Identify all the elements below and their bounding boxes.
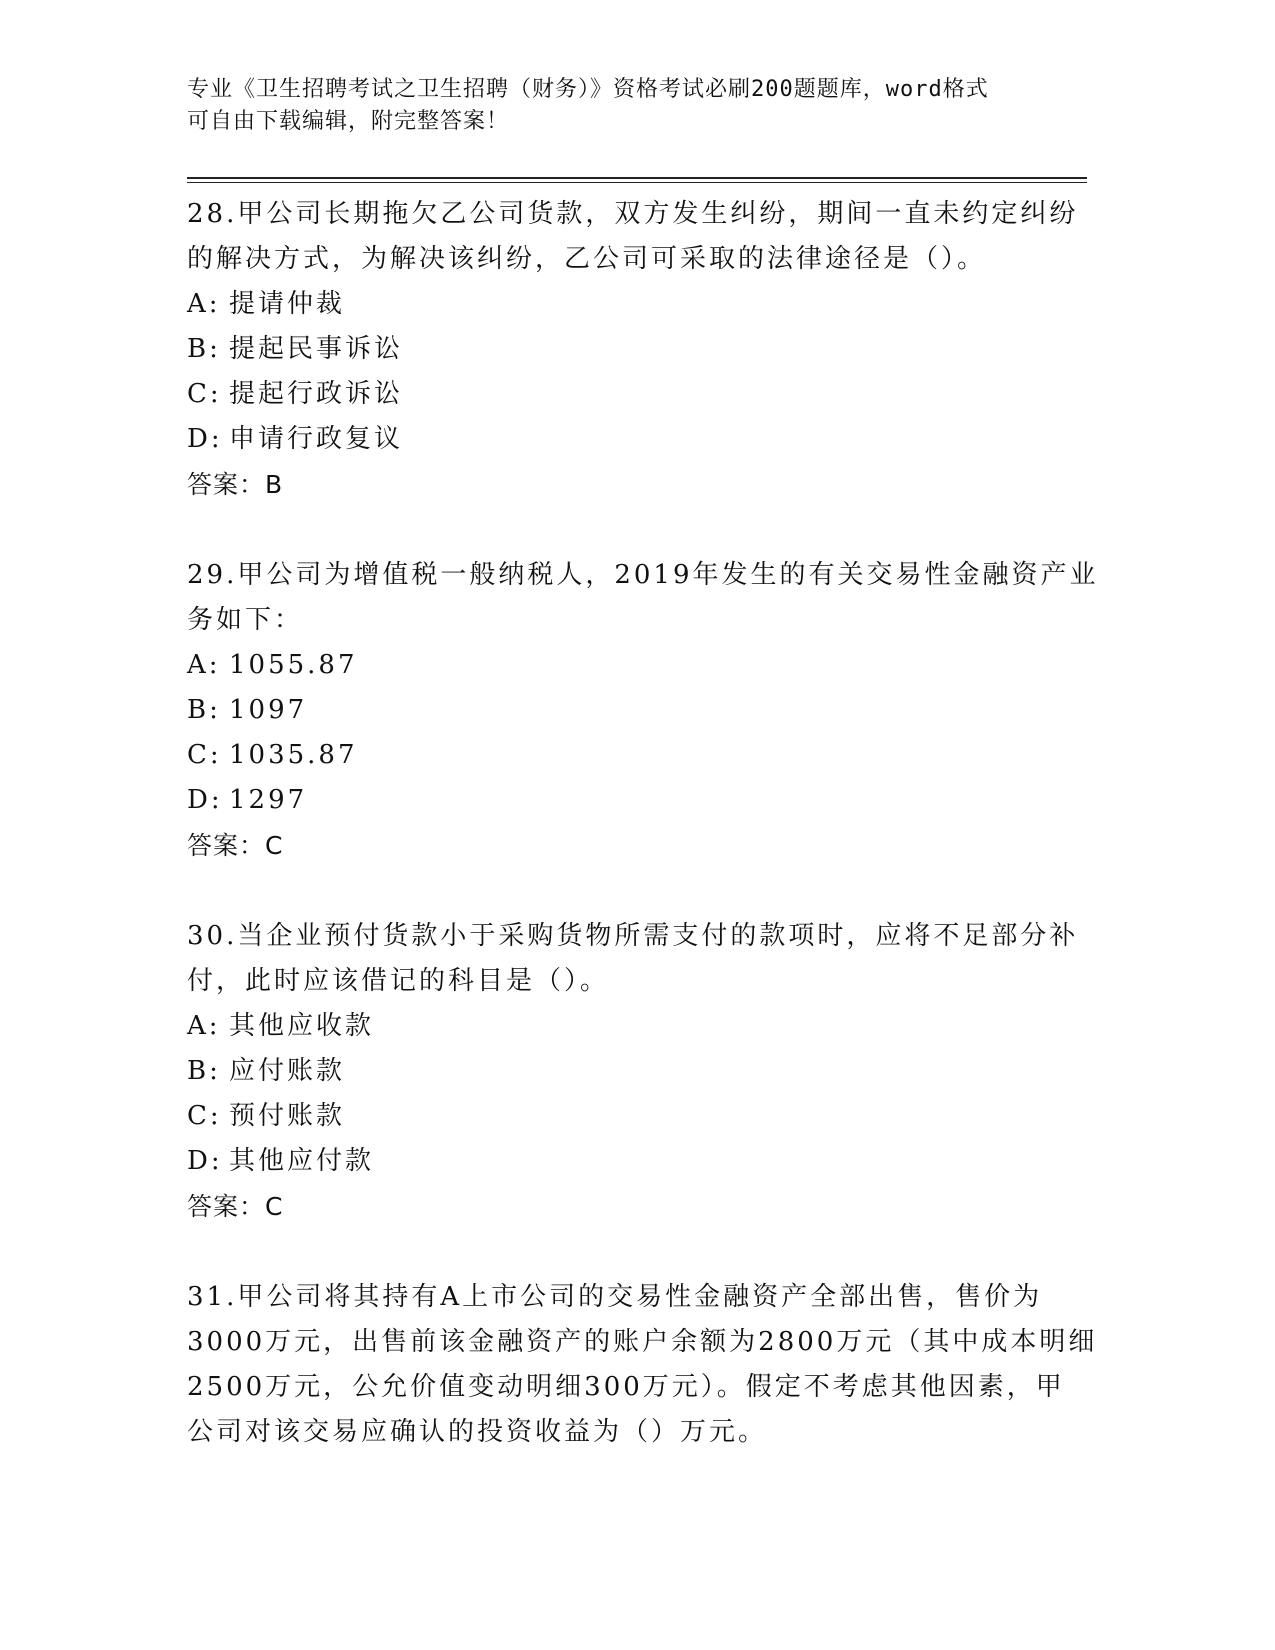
option-text: 其他应收款: [229, 1011, 375, 1041]
option-letter: C:: [187, 740, 222, 770]
question-text-line: 30.当企业预付货款小于采购货物所需支付的款项时，应将不足部分补: [187, 921, 1079, 951]
option-letter: B:: [187, 1056, 221, 1086]
option-letter: C:: [187, 1101, 222, 1131]
option-letter: D:: [187, 424, 223, 454]
option-text: 1035.87: [229, 740, 358, 770]
option-letter: B:: [187, 334, 221, 364]
question-text-line: 28.甲公司长期拖欠乙公司货款，双方发生纠纷，期间一直未约定纠纷: [187, 199, 1079, 229]
question-list: [187, 192, 1099, 1501]
option-text: 1097: [229, 695, 308, 725]
option-c: [187, 1094, 1087, 1139]
question-30: [187, 914, 1087, 1229]
option-d: [187, 1139, 1087, 1184]
question-29: [187, 553, 1099, 868]
header-divider-thin: [187, 182, 1087, 183]
question-text-line: 付，此时应该借记的科目是（）。: [187, 966, 610, 996]
option-letter: D:: [187, 1146, 223, 1176]
question-28: [187, 192, 1087, 507]
option-letter: B:: [187, 695, 221, 725]
option-letter: A:: [187, 1011, 221, 1041]
option-letter: C:: [187, 379, 222, 409]
answer-line: 答案：B: [187, 470, 284, 499]
option-c: [187, 733, 1087, 778]
option-text: 应付账款: [229, 1056, 346, 1086]
option-a: [187, 1004, 1087, 1049]
option-text: 预付账款: [229, 1101, 346, 1131]
option-text: 申请行政复议: [229, 424, 404, 454]
question-text-line: 务如下：: [187, 605, 304, 635]
option-d: [187, 417, 1087, 462]
option-text: 提起民事诉讼: [229, 334, 404, 364]
question-text-line: 公司对该交易应确认的投资收益为（）万元。: [187, 1417, 768, 1447]
option-letter: D:: [187, 785, 223, 815]
document-header: [187, 74, 1087, 138]
option-a: [187, 282, 1087, 327]
option-letter: A:: [187, 289, 221, 319]
option-text: 提请仲裁: [229, 289, 346, 319]
option-letter: A:: [187, 650, 221, 680]
option-text: 1055.87: [229, 650, 358, 680]
option-c: [187, 372, 1087, 417]
header-divider-thick: [187, 177, 1087, 179]
answer-line: 答案：C: [187, 1192, 284, 1221]
question-text-line: 31.甲公司将其持有A上市公司的交易性金融资产全部出售，售价为: [187, 1282, 1043, 1312]
header-title-line-2: 可自由下载编辑，附完整答案！: [187, 109, 510, 134]
header-title-line-1: 专业《卫生招聘考试之卫生招聘（财务）》资格考试必刷200题题库，word格式: [187, 77, 989, 102]
option-b: [187, 327, 1087, 372]
option-text: 1297: [229, 785, 308, 815]
option-d: [187, 778, 1087, 823]
question-text-line: 2500万元，公允价值变动明细300万元）。假定不考虑其他因素，甲: [187, 1372, 1065, 1402]
question-31: [187, 1275, 1098, 1455]
option-text: 其他应付款: [229, 1146, 375, 1176]
question-text-line: 的解决方式，为解决该纠纷，乙公司可采取的法律途径是（）。: [187, 244, 987, 274]
answer-line: 答案：C: [187, 831, 284, 860]
option-b: [187, 1049, 1087, 1094]
option-text: 提起行政诉讼: [229, 379, 404, 409]
question-text-line: 29.甲公司为增值税一般纳税人，2019年发生的有关交易性金融资产业: [187, 560, 1099, 590]
option-a: [187, 643, 1087, 688]
option-b: [187, 688, 1087, 733]
question-text-line: 3000万元，出售前该金融资产的账户余额为2800万元（其中成本明细: [187, 1327, 1098, 1357]
